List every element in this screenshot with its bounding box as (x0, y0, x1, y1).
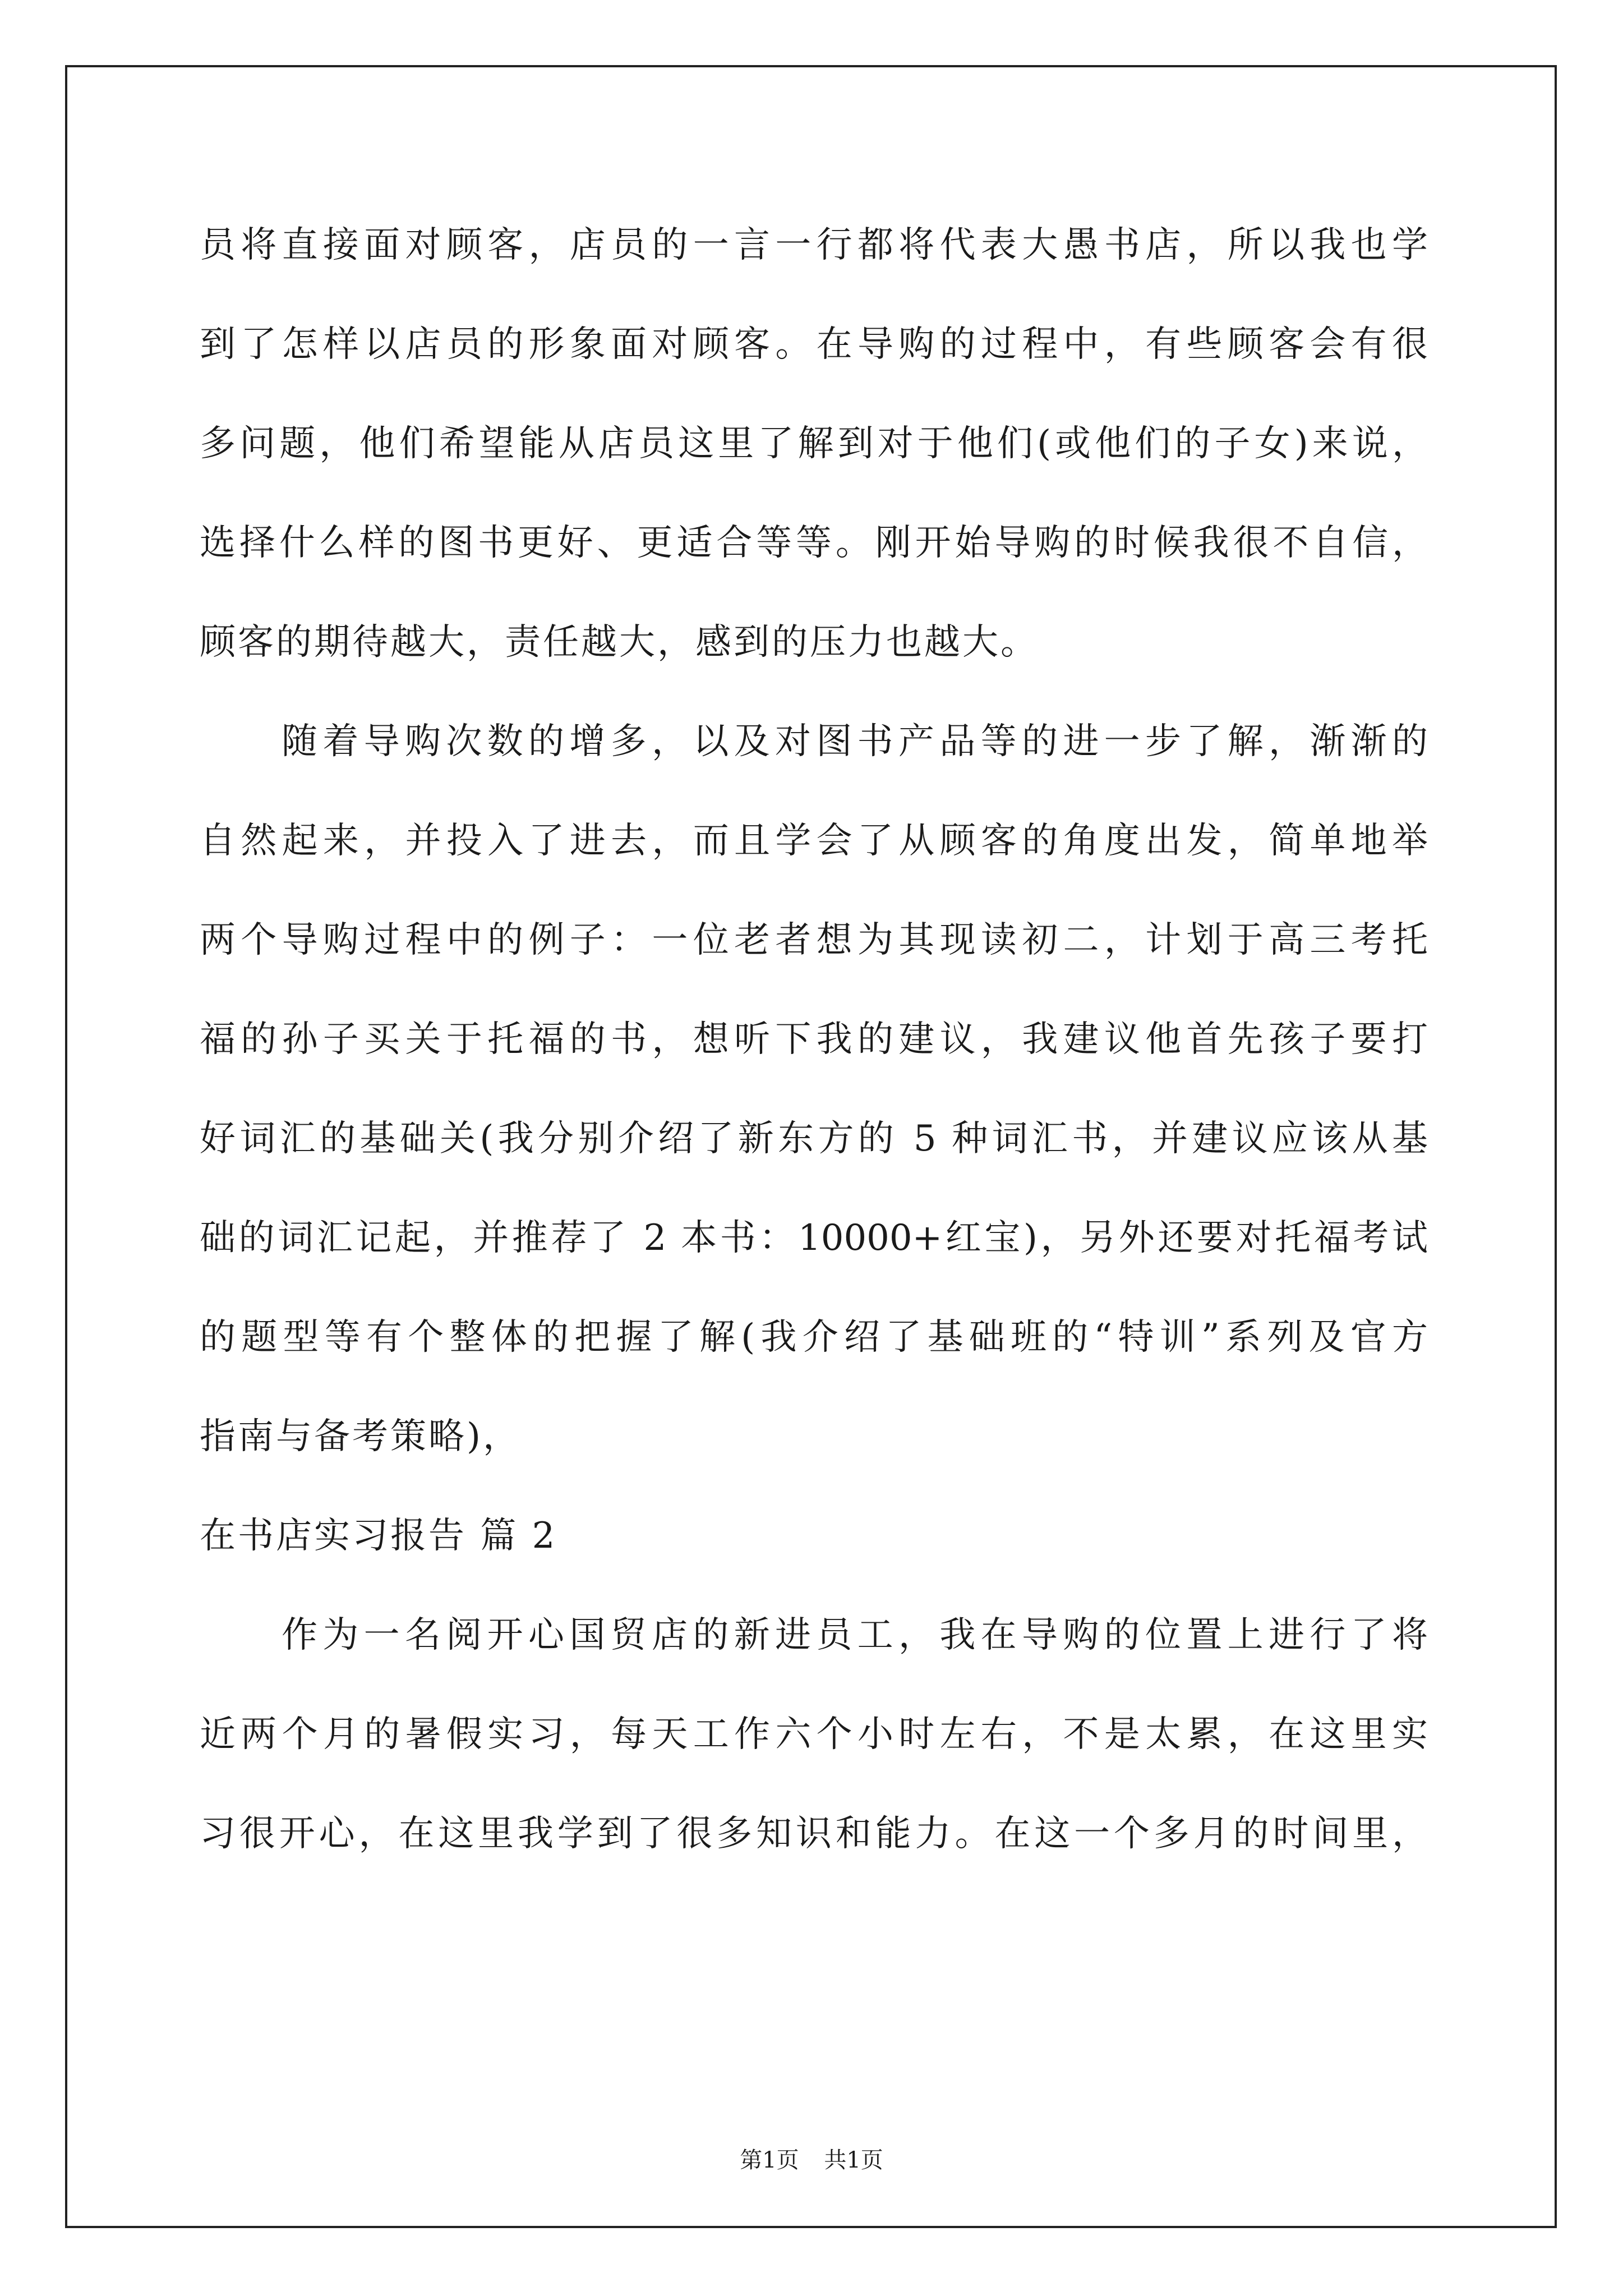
text-line: 到了怎样以店员的形象面对顾客。在导购的过程中，有些顾客会有很 (200, 324, 1428, 365)
text-line: 近两个月的暑假实习，每天工作六个小时左右，不是太累，在这里实 (200, 1714, 1428, 1755)
text-line: 福的孙子买关于托福的书，想听下我的建议，我建议他首先孩子要打 (200, 1019, 1428, 1060)
text-line: 好词汇的基础关(我分别介绍了新东方的 5 种词汇书，并建议应该从基 (200, 1118, 1428, 1159)
page-total: 共1页 (824, 2147, 883, 2173)
text-line: 习很开心，在这里我学到了很多知识和能力。在这一个多月的时间里， (200, 1813, 1428, 1855)
text-line: 多问题，他们希望能从店员这里了解到对于他们(或他们的子女)来说， (200, 423, 1428, 464)
text-line: 顾客的期待越大，责任越大，感到的压力也越大。 (200, 622, 1039, 663)
text-line: 自然起来，并投入了进去，而且学会了从顾客的角度出发，简单地举 (200, 820, 1428, 862)
text-line: 作为一名阅开心国贸店的新进员工，我在导购的位置上进行了将 (282, 1614, 1428, 1656)
text-line: 随着导购次数的增多，以及对图书产品等的进一步了解，渐渐的 (282, 721, 1428, 762)
section-heading: 在书店实习报告 篇 2 (200, 1515, 557, 1557)
page-footer (0, 2146, 1623, 2174)
text-line: 础的词汇记起，并推荐了 2 本书：10000+红宝)，另外还要对托福考试 (200, 1217, 1428, 1259)
page-number: 第1页 (740, 2147, 799, 2173)
text-line: 指南与备考策略)， (200, 1416, 521, 1457)
text-line: 两个导购过程中的例子：一位老者想为其现读初二，计划于高三考托 (200, 919, 1428, 961)
text-line: 选择什么样的图书更好、更适合等等。刚开始导购的时候我很不自信， (200, 522, 1428, 564)
text-line: 的题型等有个整体的把握了解(我介绍了基础班的“特训”系列及官方 (200, 1317, 1428, 1358)
text-line: 员将直接面对顾客，店员的一言一行都将代表大愚书店，所以我也学 (200, 224, 1428, 266)
